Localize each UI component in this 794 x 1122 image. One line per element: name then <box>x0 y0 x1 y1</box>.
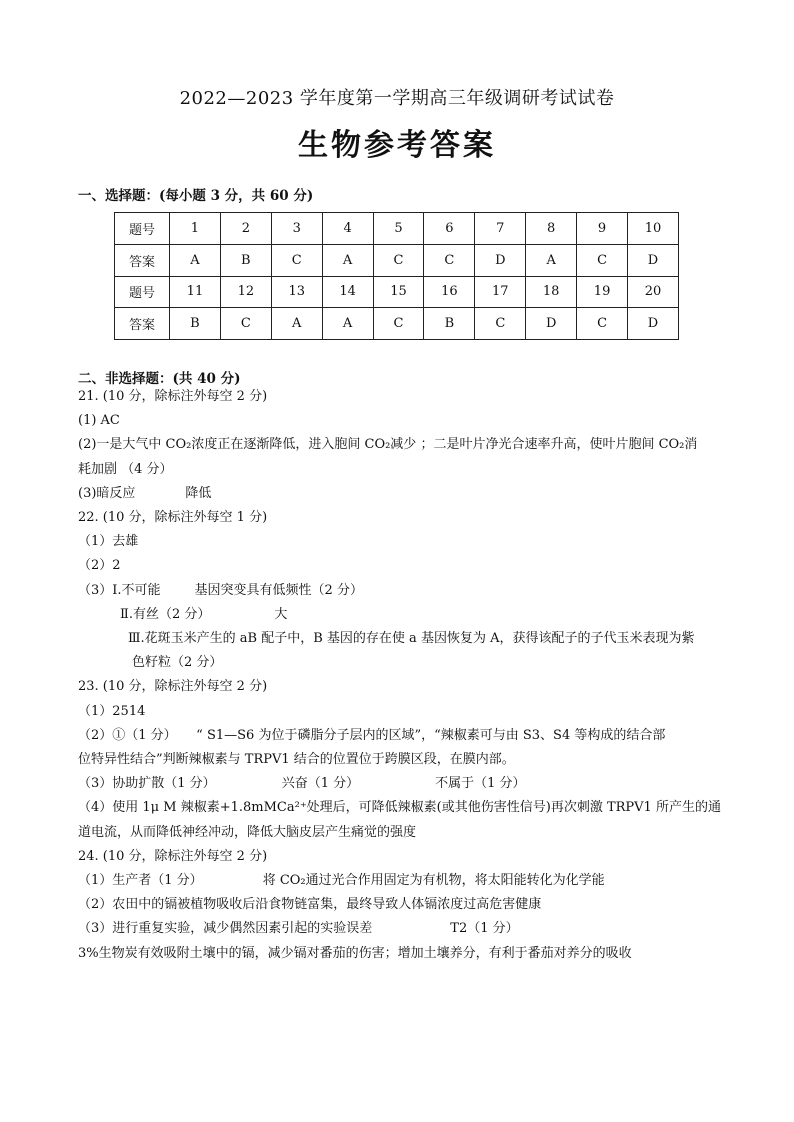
answer-table-cell: 19 <box>577 276 628 308</box>
answer-table-cell: D <box>475 244 526 276</box>
answer-key-title: 生物参考答案 <box>298 128 496 163</box>
exam-title: 2022—2023 学年度第一学期高三年级调研考试试卷 <box>179 88 615 109</box>
answer-table-cell: C <box>373 244 424 276</box>
answer-table-cell: 16 <box>424 276 475 308</box>
q24-answer-4: 3%生物炭有效吸附土壤中的镉，减少镉对番茄的伤害；增加土壤养分，有利于番茄对养分的吸收 <box>78 945 632 961</box>
q23-answer-1: （1）2514 <box>78 703 146 719</box>
q21-answer-3 <box>78 482 728 506</box>
answer-table-cell: C <box>577 308 628 340</box>
answer-table-cell: 8 <box>526 213 577 245</box>
answer-table-cell: 11 <box>170 276 221 308</box>
answer-table-cell: 5 <box>373 213 424 245</box>
q22-answer-3-i <box>78 579 728 603</box>
answer-table-cell: 12 <box>220 276 271 308</box>
q22-heading: 22. (10 分，除标注外每空 1 分) <box>78 510 268 526</box>
answer-table-cell: A <box>526 244 577 276</box>
answer-table-cell: 13 <box>271 276 322 308</box>
q22-answer-3-iii-line1: Ⅲ.花斑玉米产生的 aB 配子中，B 基因的存在使 a 基因恢复为 A，获得该配子的子代玉米表现为紫 <box>128 631 695 647</box>
q22-answer-3-ii-part1: Ⅱ.有丝（2 分） <box>120 606 211 622</box>
answer-table-cell: B <box>220 244 271 276</box>
answer-table-cell: A <box>271 308 322 340</box>
q21-answer-2-line2: 耗加剧 （4 分） <box>78 461 173 477</box>
answer-table-cell: D <box>628 308 679 340</box>
q21-answer-3-part2: 降低 <box>185 485 212 501</box>
q22-answer-2: （2）2 <box>78 558 121 574</box>
answer-table-cell: 7 <box>475 213 526 245</box>
q21-answer-3-part1: (3)暗反应 <box>78 485 136 501</box>
q23-heading: 23. (10 分，除标注外每空 2 分) <box>78 679 268 695</box>
q21-heading: 21. (10 分，除标注外每空 2 分) <box>78 389 268 404</box>
answer-table-cell: 2 <box>220 213 271 245</box>
answer-table-cell: 1 <box>170 213 221 245</box>
answer-table-cell: 3 <box>271 213 322 245</box>
q24-answer-3-part1: （3）进行重复实验，减少偶然因素引起的实验误差 <box>78 921 373 937</box>
answer-table-cell: D <box>628 244 679 276</box>
q23-answer-3-part2: 兴奋（1 分） <box>281 776 360 792</box>
answer-table-cell: A <box>322 308 373 340</box>
answer-table-row <box>115 244 679 276</box>
q23-answer-2-line2: 位特异性结合”判断辣椒素与 TRPV1 结合的位置位于跨膜区段，在膜内部。 <box>78 752 515 768</box>
free-response-answers <box>78 385 728 966</box>
q24-answer-2: （2）农田中的镉被植物吸收后沿食物链富集，最终导致人体镉浓度过高危害健康 <box>78 897 542 913</box>
multiple-choice-answer-table <box>114 212 679 340</box>
q23-answer-3-part1: （3）协助扩散（1 分） <box>78 776 216 792</box>
answer-table-row <box>115 213 679 245</box>
q22-answer-3-ii-part2: 大 <box>274 606 288 622</box>
q23-answer-3 <box>78 772 728 796</box>
answer-table-cell: 15 <box>373 276 424 308</box>
q23-answer-4-line2: 道电流，从而降低神经冲动，降低大脑皮层产生痛觉的强度 <box>78 824 417 840</box>
q24-answer-1-part1: （1）生产者（1 分） <box>78 873 203 889</box>
section2-heading: 二、非选择题：(共 40 分) <box>78 371 241 387</box>
answer-table-cell: 9 <box>577 213 628 245</box>
answer-table-cell: A <box>322 244 373 276</box>
q24-answer-3 <box>78 917 728 941</box>
q23-answer-3-part3: 不属于（1 分） <box>435 776 526 792</box>
q24-answer-1-part2: 将 CO₂通过光合作用固定为有机物，将太阳能转化为化学能 <box>262 873 605 889</box>
q21-answer-2-line1: (2)一是大气中 CO₂浓度正在逐渐降低，进入胞间 CO₂减少 ；二是叶片净光合速率升高，使叶片胞间 CO₂消 <box>78 437 698 453</box>
answer-table-cell: 17 <box>475 276 526 308</box>
answer-table-row <box>115 276 679 308</box>
answer-table-cell: C <box>475 308 526 340</box>
q23-answer-4-line1: （4）使用 1μ M 辣椒素+1.8mMCa²⁺处理后，可降低辣椒素(或其他伤害性信号)再次刺激 TRPV1 所产生的通 <box>78 800 721 816</box>
answer-table-row <box>115 308 679 340</box>
q24-answer-1 <box>78 869 728 893</box>
section1-heading: 一、选择题：(每小题 3 分，共 60 分) <box>78 188 314 204</box>
answer-table-cell: 18 <box>526 276 577 308</box>
answer-table-row-label: 答案 <box>115 308 170 340</box>
answer-table-cell: C <box>373 308 424 340</box>
q24-heading: 24. (10 分，除标注外每空 2 分) <box>78 848 268 864</box>
answer-table-cell: C <box>220 308 271 340</box>
answer-table-cell: 4 <box>322 213 373 245</box>
q22-answer-3-iii-line2: 色籽粒（2 分） <box>132 655 223 671</box>
answer-table-cell: D <box>526 308 577 340</box>
answer-table-cell: A <box>170 244 221 276</box>
answer-table-cell: C <box>424 244 475 276</box>
answer-table-cell: C <box>577 244 628 276</box>
q24-answer-3-part2: T2（1 分） <box>450 921 519 937</box>
q23-answer-2-line1: （2）①（1 分） “ S1—S6 为位于磷脂分子层内的区域”，“辣椒素可与由 S3、S4 等构成的结合部 <box>78 727 666 743</box>
q22-answer-3-i-part1: （3）Ⅰ.不可能 <box>78 582 161 598</box>
q22-answer-3-i-part2: 基因突变具有低频性（2 分） <box>194 582 363 598</box>
answer-table-cell: 10 <box>628 213 679 245</box>
q22-answer-3-ii <box>78 603 728 627</box>
answer-table-cell: 6 <box>424 213 475 245</box>
answer-table-cell: 20 <box>628 276 679 308</box>
q22-answer-1: （1）去雄 <box>78 534 139 550</box>
answer-table-cell: B <box>170 308 221 340</box>
answer-table-row-label: 题号 <box>115 276 170 308</box>
answer-table-cell: 14 <box>322 276 373 308</box>
answer-table-cell: B <box>424 308 475 340</box>
answer-table-row-label: 答案 <box>115 244 170 276</box>
answer-table-row-label: 题号 <box>115 213 170 245</box>
q21-answer-1: (1) AC <box>78 413 120 429</box>
answer-table-cell: C <box>271 244 322 276</box>
